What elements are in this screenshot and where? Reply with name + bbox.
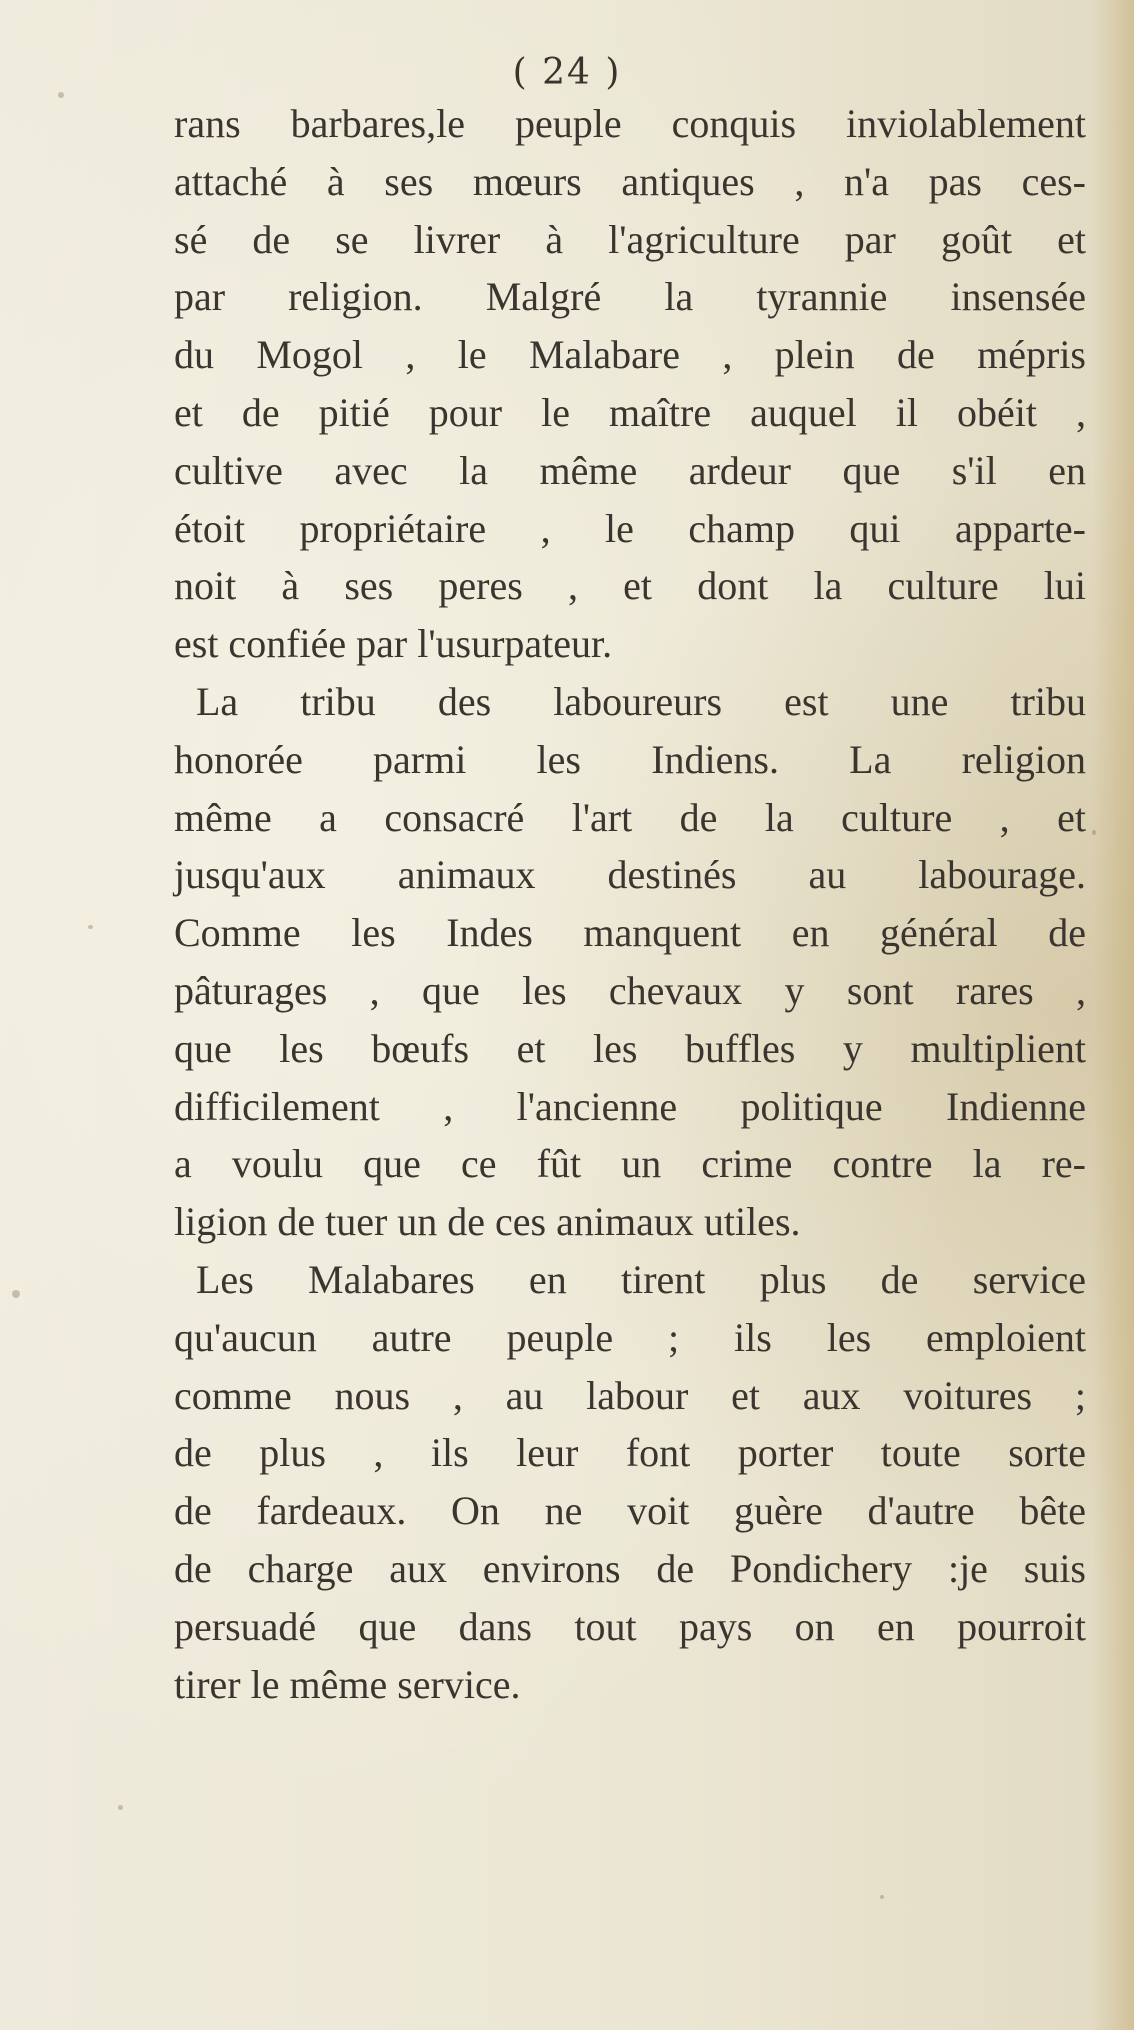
text-line: que les bœufs et les buffles y multiplient (174, 1025, 1086, 1071)
text-line: rans barbares,le peuple conquis inviolablement (174, 101, 1086, 146)
text-line: de fardeaux. On ne voit guère d'autre bête (174, 1488, 1086, 1534)
text-line: cultive avec la même ardeur que s'il en (174, 447, 1086, 493)
text-line: noit à ses peres , et dont la culture lui (174, 563, 1086, 609)
text-line: Les Malabares en tirent plus de service (196, 1256, 1086, 1302)
text-line: ligion de tuer un de ces animaux utiles. (174, 1199, 801, 1245)
page-gutter-shadow (1092, 0, 1134, 2030)
text-line: est confiée par l'usurpateur. (174, 621, 613, 667)
text-line: tirer le même service. (174, 1661, 521, 1707)
text-line: persuadé que dans tout pays on en pourroit (174, 1603, 1086, 1649)
text-line: qu'aucun autre peuple ; ils les emploient (174, 1314, 1086, 1360)
paper-speck (12, 1290, 20, 1298)
page-number: ( 24 ) (512, 52, 622, 93)
text-line: de plus , ils leur font porter toute sorte (174, 1430, 1086, 1476)
text-line: jusqu'aux animaux destinés au labourage. (174, 852, 1086, 898)
paper-speck (58, 92, 64, 98)
text-line: La tribu des laboureurs est une tribu (196, 678, 1086, 724)
body-text (174, 95, 1086, 1713)
text-line: même a consacré l'art de la culture , et (174, 794, 1086, 840)
text-line: pâturages , que les chevaux y sont rares , (174, 967, 1086, 1013)
text-line: sé de se livrer à l'agriculture par goût et (174, 216, 1086, 262)
text-line: honorée parmi les Indiens. La religion (174, 736, 1086, 782)
text-line: comme nous , au labour et aux voitures ; (174, 1372, 1086, 1418)
paper-speck (880, 1895, 884, 1899)
text-line: étoit propriétaire , le champ qui apparte- (174, 505, 1086, 551)
text-line: du Mogol , le Malabare , plein de mépris (174, 332, 1086, 378)
text-line: difficilement , l'ancienne politique Indienne (174, 1083, 1086, 1129)
text-line: a voulu que ce fût un crime contre la re- (174, 1141, 1086, 1187)
text-line: attaché à ses mœurs antiques , n'a pas ces- (174, 158, 1086, 204)
text-line: de charge aux environs de Pondichery :je suis (174, 1545, 1086, 1591)
paper-speck (1092, 830, 1096, 835)
text-line: Comme les Indes manquent en général de (174, 910, 1086, 956)
paper-speck (118, 1805, 123, 1810)
text-line: et de pitié pour le maître auquel il obéit , (174, 389, 1086, 435)
paper-speck (88, 925, 93, 929)
text-line: par religion. Malgré la tyrannie insensée (174, 274, 1086, 320)
